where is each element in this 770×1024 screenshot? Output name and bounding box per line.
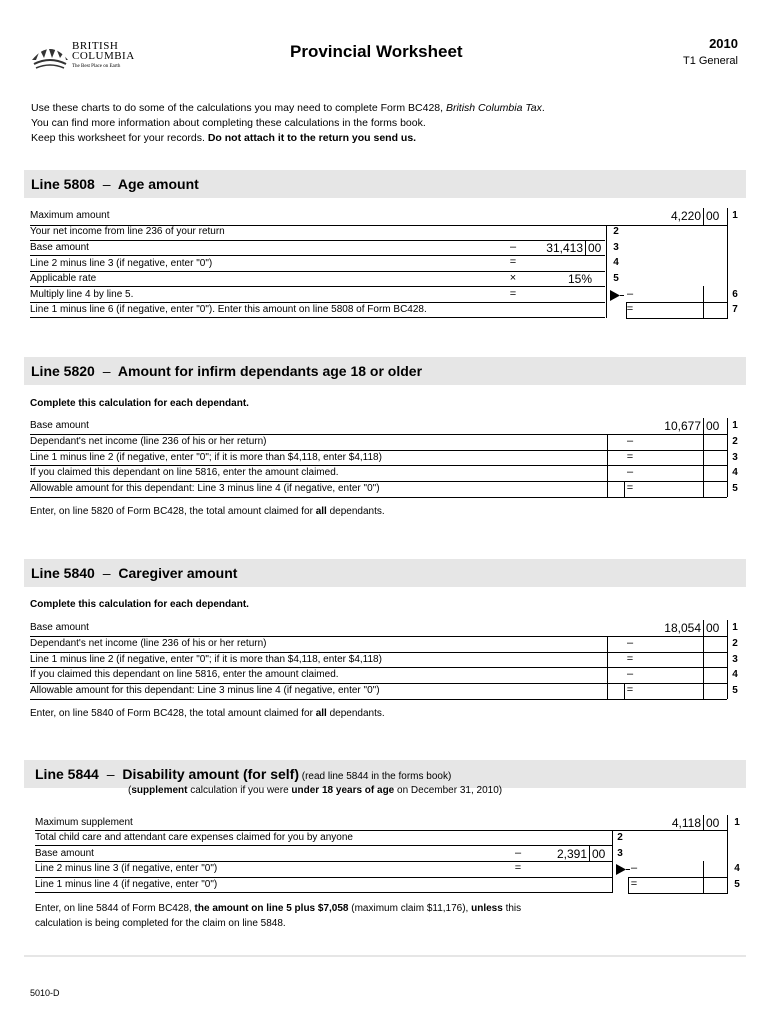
row-rule	[30, 636, 727, 637]
base-amount-cents: 00	[706, 419, 720, 433]
cents-divider	[589, 845, 590, 861]
section-line-label: Line 5844	[35, 766, 99, 782]
section-footer-line-2: calculation is being completed for the claim on line 5848.	[35, 918, 286, 929]
title-dash: –	[102, 565, 111, 581]
row-label: Line 1 minus line 2 (if negative, enter "0"; if it is more than $4,118, enter $4,118)	[30, 452, 382, 463]
footer-text: (maximum claim $11,176),	[348, 903, 472, 914]
logo-columbia: COLUMBIA	[72, 50, 135, 62]
intro-line-3-warning: Do not attach it to the return you send us.	[207, 132, 417, 144]
line-number: 5	[732, 685, 738, 696]
intro-line-2: You can find more information about completing these calculations in the forms book.	[31, 117, 426, 129]
cents-divider	[703, 815, 704, 831]
line-number: 2	[732, 638, 738, 649]
section-title	[31, 176, 199, 192]
section-title-note: (read line 5844 in the forms book)	[298, 771, 452, 782]
minus-sign: –	[626, 668, 634, 680]
line-number: 5	[732, 483, 738, 494]
line-number: 4	[613, 257, 619, 268]
row-label: Line 1 minus line 6 (if negative, enter "0"). Enter this amount on line 5808 of Form BC428.	[30, 304, 427, 315]
row-rule	[626, 318, 727, 319]
row-rule	[30, 302, 605, 303]
base-amount-value: 10,677	[664, 419, 701, 433]
logo-british: BRITISH	[72, 40, 119, 52]
row-label: Your net income from line 236 of your return	[30, 226, 225, 237]
row-rule	[30, 667, 727, 668]
row-label: Maximum amount	[30, 210, 110, 221]
subtitle-paren: (	[128, 785, 132, 796]
line-number: 3	[617, 848, 623, 859]
line-number: 5	[734, 879, 740, 890]
equals-sign: =	[626, 482, 634, 494]
minus-sign: –	[626, 466, 634, 478]
row-label: Allowable amount for this dependant: Line 3 minus line 4 (if negative, enter "0")	[30, 483, 380, 494]
footer-emphasis: unless	[471, 903, 503, 914]
max-amount-cents: 00	[706, 209, 720, 223]
equals-sign: =	[626, 451, 634, 463]
section-line-label: Line 5808	[31, 176, 95, 192]
row-label: Multiply line 4 by line 5.	[30, 289, 134, 300]
footer-text-end: dependants.	[326, 506, 385, 517]
row-rule	[628, 893, 727, 894]
row-rule	[30, 450, 727, 451]
bc-logo-mark-icon	[30, 36, 70, 72]
line-number: 2	[732, 436, 738, 447]
cents-divider	[703, 286, 704, 318]
minus-sign: –	[509, 241, 517, 253]
section-footer	[30, 504, 740, 519]
cents-divider	[585, 240, 586, 256]
row-rule	[628, 877, 727, 878]
row-label: Base amount	[30, 622, 89, 633]
row-rule	[30, 652, 727, 653]
footer-emphasis: all	[315, 708, 327, 719]
row-rule	[35, 861, 612, 862]
minus-sign: –	[626, 637, 634, 649]
line-number: 4	[734, 863, 740, 874]
column-rule	[606, 225, 607, 318]
cents-divider	[703, 208, 704, 225]
base-amount-value: 18,054	[664, 621, 701, 635]
row-label: Dependant's net income (line 236 of his or her return)	[30, 638, 267, 649]
subtitle-text: calculation if you were	[187, 785, 292, 796]
footer-emphasis: all	[315, 506, 327, 517]
form-code: 5010-D	[30, 988, 60, 998]
equals-sign: =	[626, 653, 634, 665]
page-bottom-rule	[24, 955, 746, 957]
line-number: 6	[732, 289, 738, 300]
cents-divider	[703, 418, 704, 497]
section-footer	[35, 901, 740, 916]
row-rule	[30, 434, 727, 435]
intro-form-name: British Columbia Tax	[445, 102, 542, 114]
row-label: If you claimed this dependant on line 5816, enter the amount claimed.	[30, 467, 339, 478]
row-label: Line 1 minus line 2 (if negative, enter "0"; if it is more than $4,118, enter $4,118)	[30, 654, 382, 665]
row-rule	[30, 465, 727, 466]
section-footer	[30, 706, 740, 721]
line-number: 1	[732, 420, 738, 431]
row-rule	[626, 302, 727, 303]
row-rule	[30, 481, 727, 482]
cents-divider	[703, 620, 704, 699]
section-title	[31, 363, 422, 379]
bc-logo	[30, 36, 140, 76]
intro-text	[31, 101, 545, 146]
base-amount-cents: 00	[592, 847, 606, 861]
line-number: 5	[613, 273, 619, 284]
section-title-text: Amount for infirm dependants age 18 or older	[117, 363, 423, 379]
equals-sign: =	[626, 303, 634, 315]
base-amount-cents: 00	[588, 241, 602, 255]
subtitle-emphasis: supplement	[131, 785, 188, 796]
minus-sign: –	[630, 862, 638, 874]
section-instruction: Complete this calculation for each dependant.	[30, 398, 249, 409]
line-number: 2	[617, 832, 623, 843]
intro-line-1	[31, 101, 545, 116]
row-label: Base amount	[35, 848, 94, 859]
logo-tagline: The Best Place on Earth	[72, 64, 121, 69]
line-number: 3	[732, 654, 738, 665]
times-sign: ×	[509, 272, 517, 284]
row-rule	[30, 225, 727, 226]
column-rule	[607, 636, 608, 699]
row-label: Maximum supplement	[35, 817, 133, 828]
line-number: 7	[732, 304, 738, 315]
intro-line-3	[31, 131, 545, 146]
subtitle-text-end: on December 31, 2010)	[394, 785, 503, 796]
footer-text: Enter, on line 5820 of Form BC428, the total amount claimed for	[30, 506, 316, 517]
row-label: Line 2 minus line 3 (if negative, enter "0")	[35, 863, 218, 874]
form-type: T1 General	[682, 55, 738, 67]
arrow-right-icon	[610, 290, 624, 301]
section-line-label: Line 5840	[31, 565, 95, 581]
equals-sign: =	[514, 862, 522, 874]
section-title	[31, 565, 237, 581]
column-rule	[727, 620, 728, 699]
cents-divider	[703, 861, 704, 893]
row-label: Base amount	[30, 420, 89, 431]
minus-sign: –	[626, 435, 634, 447]
section-title-text: Caregiver amount	[118, 565, 238, 581]
row-rule	[30, 317, 605, 318]
subtitle-emphasis: under 18 years of age	[291, 785, 395, 796]
equals-sign: =	[509, 288, 517, 300]
line-number: 1	[734, 817, 740, 828]
row-label: Applicable rate	[30, 273, 97, 284]
column-rule	[626, 302, 627, 319]
row-rule	[35, 845, 612, 846]
row-rule	[30, 699, 727, 700]
max-supplement-cents: 00	[706, 816, 720, 830]
base-amount-value: 2,391	[556, 847, 587, 861]
title-dash: –	[102, 176, 111, 192]
base-amount-value: 31,413	[546, 241, 583, 255]
minus-sign: –	[626, 288, 634, 300]
row-rule	[35, 830, 727, 831]
intro-line-3-text: Keep this worksheet for your records.	[31, 132, 208, 144]
section-title	[35, 766, 451, 782]
section-title-text: Age amount	[117, 176, 199, 192]
footer-emphasis: the amount on line 5 plus $7,058	[194, 903, 349, 914]
row-label: Allowable amount for this dependant: Line 3 minus line 4 (if negative, enter "0")	[30, 685, 380, 696]
row-label: Dependant's net income (line 236 of his or her return)	[30, 436, 267, 447]
line-number: 1	[732, 210, 738, 221]
row-label: Line 2 minus line 3 (if negative, enter "0")	[30, 258, 213, 269]
line-number: 2	[613, 226, 619, 237]
column-rule	[607, 434, 608, 497]
form-year: 2010	[709, 36, 738, 51]
line-number: 4	[732, 467, 738, 478]
equals-sign: =	[630, 878, 638, 890]
base-amount-cents: 00	[706, 621, 720, 635]
section-subtitle	[128, 785, 502, 796]
intro-line-1-end: .	[541, 102, 545, 114]
row-label: Line 1 minus line 4 (if negative, enter "0")	[35, 879, 218, 890]
title-dash: –	[106, 766, 115, 782]
footer-text-end: this	[502, 903, 522, 914]
line-number: 3	[613, 242, 619, 253]
max-supplement-value: 4,118	[671, 816, 701, 830]
column-rule	[727, 208, 728, 319]
row-rule	[30, 497, 727, 498]
row-rule	[35, 877, 612, 878]
minus-sign: –	[514, 847, 522, 859]
row-rule	[35, 892, 612, 893]
page-title: Provincial Worksheet	[290, 42, 463, 61]
column-rule	[727, 418, 728, 497]
section-title-text: Disability amount (for self)	[122, 766, 299, 782]
max-amount-value: 4,220	[670, 209, 701, 223]
footer-text: Enter, on line 5840 of Form BC428, the total amount claimed for	[30, 708, 316, 719]
row-label: If you claimed this dependant on line 5816, enter the amount claimed.	[30, 669, 339, 680]
title-dash: –	[102, 363, 111, 379]
column-rule	[612, 830, 613, 893]
intro-line-1-text: Use these charts to do some of the calculations you may need to complete Form BC428,	[31, 102, 446, 114]
section-instruction: Complete this calculation for each dependant.	[30, 599, 249, 610]
row-rule	[30, 286, 605, 287]
line-number: 1	[732, 622, 738, 633]
applicable-rate-value: 15%	[567, 272, 592, 286]
column-rule	[628, 877, 629, 894]
equals-sign: =	[509, 256, 517, 268]
line-number: 3	[732, 452, 738, 463]
line-number: 4	[732, 669, 738, 680]
footer-text-end: dependants.	[326, 708, 385, 719]
equals-sign: =	[626, 684, 634, 696]
column-rule	[727, 815, 728, 894]
section-line-label: Line 5820	[31, 363, 95, 379]
row-label: Total child care and attendant care expenses claimed for you by anyone	[35, 832, 353, 843]
row-rule	[30, 683, 727, 684]
footer-text: Enter, on line 5844 of Form BC428,	[35, 903, 195, 914]
row-label: Base amount	[30, 242, 89, 253]
